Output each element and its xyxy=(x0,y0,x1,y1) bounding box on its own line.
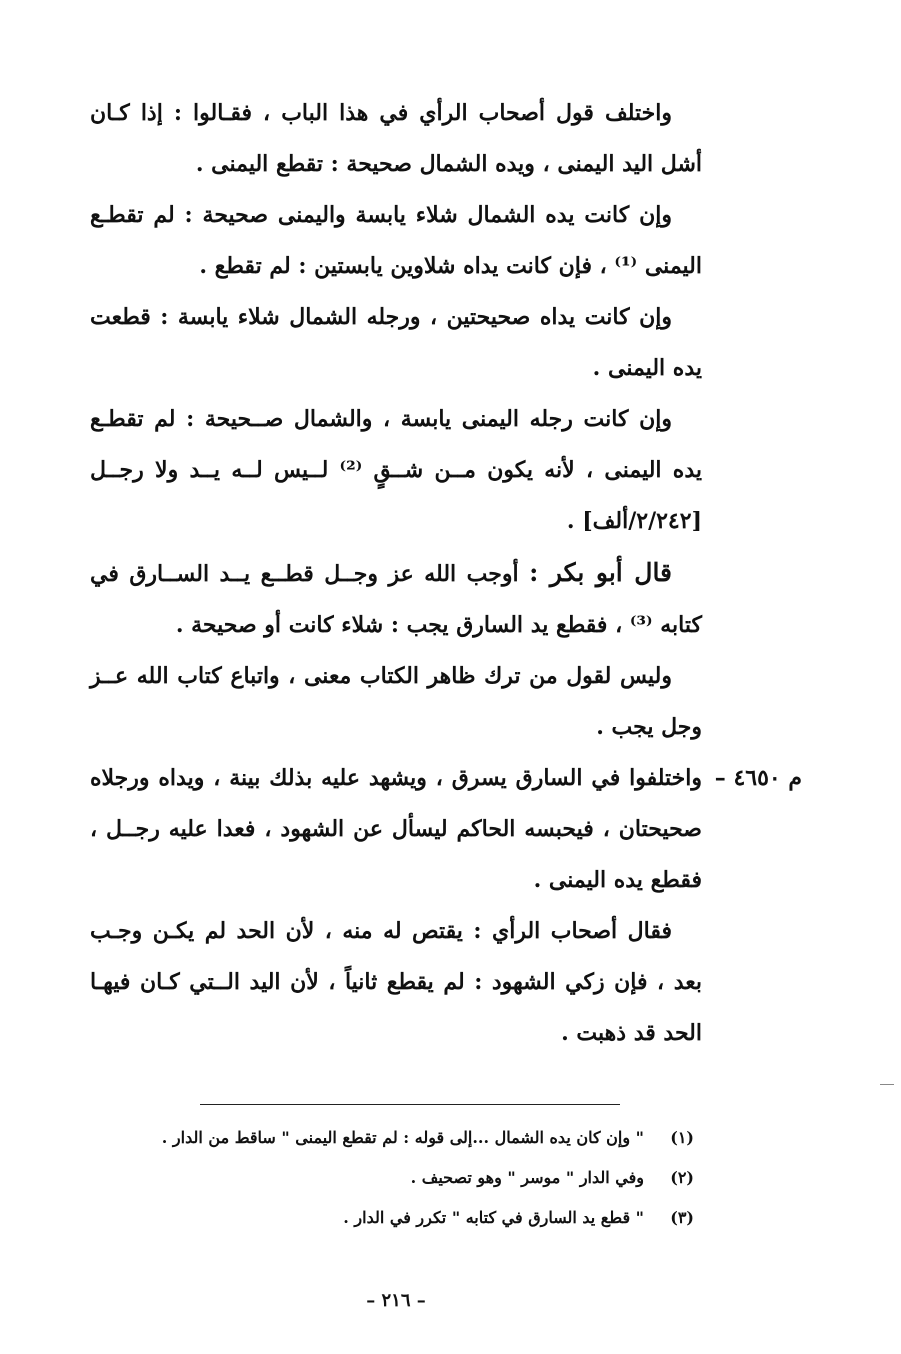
footnote-2 xyxy=(90,1158,694,1198)
paragraph-8: فقال أصحاب الرأي : يقتص له منه ، لأن الحد لم يكـن وجـب بعد ، فإن زكي الشهود : لم يقطع ثانياً ، لأن اليد الــتي كـان فيهـا الحد قد ذهبت . xyxy=(90,918,702,1046)
paragraph-5-text: أوجب الله عز وجــل قطــع يــد الســارق في كتابه ⁽³⁾ ، فقطع يد السارق يجب : شلاء كانت أو صحيحة . xyxy=(90,561,702,638)
footnote-separator xyxy=(200,1104,620,1105)
footnotes xyxy=(90,1118,694,1238)
speaker-heading: قال أبو بكر : xyxy=(529,558,673,587)
paragraph-4: وإن كانت رجله اليمنى يابسة ، والشمال صــحيحة : لم تقطـع يده اليمنى ، لأنه يكون مــن شــقٍ ⁽²⁾ لــيس لــه يــد ولا رجــل [٢/٢٤٢/ألف] . xyxy=(90,406,702,534)
page-number: – ٢١٦ – xyxy=(366,1290,426,1311)
issue-number: م ٤٦٥٠ – xyxy=(714,765,802,791)
paragraph-2: وإن كانت يده الشمال شلاء يابسة واليمنى صحيحة : لم تقطـع اليمنى ⁽¹⁾ ، فإن كانت يداه شلاوين يابستين : لم تقطع . xyxy=(90,202,702,279)
main-text xyxy=(90,88,802,1059)
scan-edge-mark xyxy=(880,1084,894,1085)
footnote-3 xyxy=(90,1198,694,1238)
paragraph-6: وليس لقول من ترك ظاهر الكتاب معنى ، واتباع كتاب الله عــز وجل يجب . xyxy=(90,663,702,740)
footnote-text: " وإن كان يده الشمال ...إلى قوله : لم تقطع اليمنى " ساقط من الدار . xyxy=(161,1128,644,1147)
paragraph-1: واختلف قول أصحاب الرأي في هذا الباب ، فقـالوا : إذا كـان أشل اليد اليمنى ، ويده الشمال صحيحة : تقطع اليمنى . xyxy=(90,100,702,177)
footnote-number: (١) xyxy=(670,1128,694,1147)
footnote-text: " قطع يد السارق في كتابه " تكرر في الدار . xyxy=(343,1208,644,1227)
paragraph-7-text: واختلفوا في السارق يسرق ، ويشهد عليه بذلك بينة ، ويداه ورجلاه صحيحتان ، فيحبسه الحاكم ليسأل عن الشهود ، فعدا عليه رجــل ، فقطع يده اليمنى . xyxy=(90,765,702,893)
book-page xyxy=(90,88,802,1328)
paragraph-5 xyxy=(90,547,702,651)
footnote-number: (٣) xyxy=(670,1208,694,1227)
paragraph-3: وإن كانت يداه صحيحتين ، ورجله الشمال شلاء يابسة : قطعت يده اليمنى . xyxy=(90,304,702,381)
footnote-1 xyxy=(90,1118,694,1158)
paragraph-7 xyxy=(90,753,802,906)
footnote-number: (٢) xyxy=(670,1168,694,1187)
footnote-text: وفي الدار " موسر " وهو تصحيف . xyxy=(410,1168,644,1187)
